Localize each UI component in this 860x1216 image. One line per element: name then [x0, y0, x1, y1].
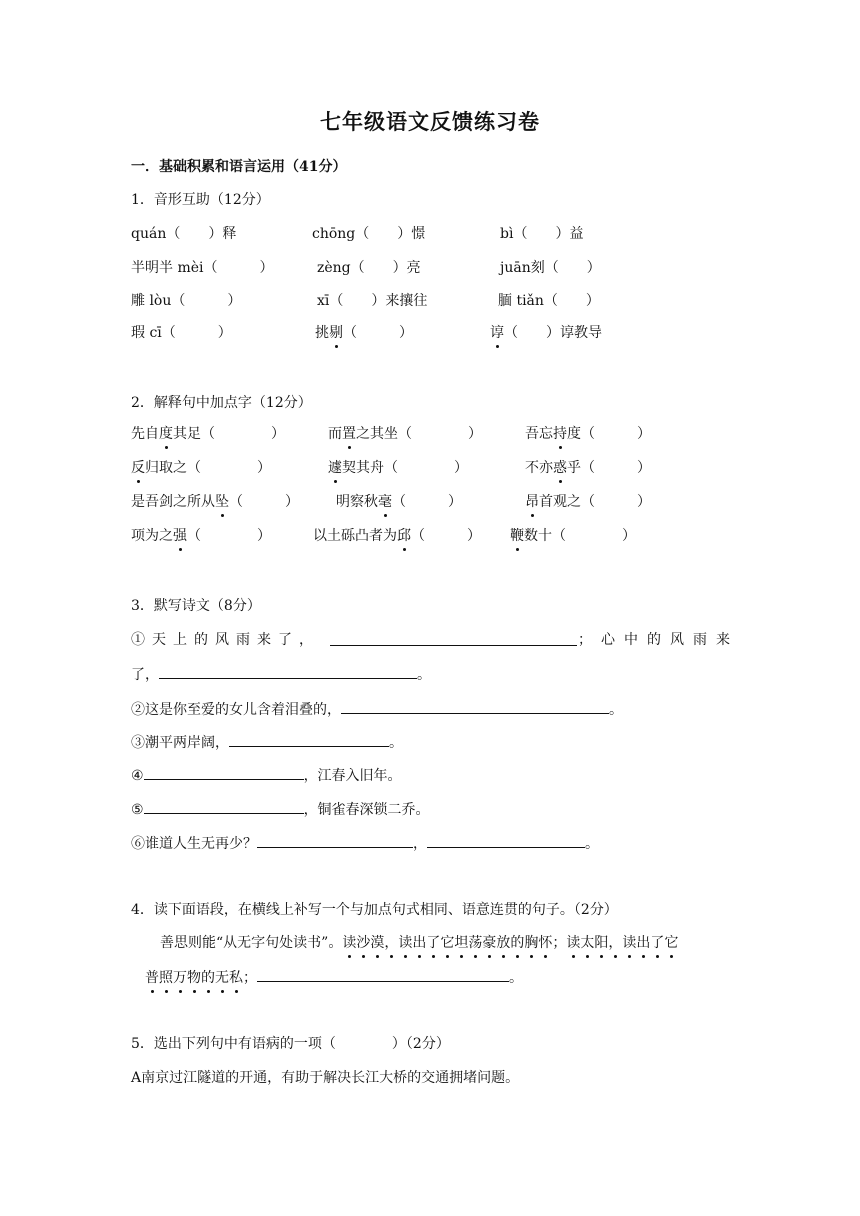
q1-item: 腼 tiǎn（ ） — [498, 293, 600, 309]
q1-item: 挑剔（ ） — [315, 325, 413, 341]
q3-line: 了， 。 — [131, 663, 431, 685]
q1-item: 雕 lòu（ ） — [131, 293, 242, 309]
q2-item: 不亦惑乎（ ） — [525, 460, 651, 476]
q2-item: 明察秋毫（ ） — [336, 494, 462, 510]
q5-heading: 5．选出下列句中有语病的一项（ ）（2分） — [131, 1036, 450, 1052]
q1-heading: 1．音形互助（12分） — [131, 192, 270, 208]
q3-line: ；心中的风雨来 — [578, 632, 739, 648]
q1-item: juān刻（ ） — [500, 260, 601, 276]
q2-item: 遽契其舟（ ） — [328, 460, 468, 476]
q4-paragraph: 普照万物的无私； 。 — [145, 966, 523, 988]
q4-dotted-text: 读沙漠，读出了它坦荡豪放的胸怀 — [342, 935, 553, 951]
q3-heading: 3．默写诗文（8分） — [131, 598, 261, 614]
q1-item: 瑕 cī（ ） — [131, 325, 232, 341]
q1-item: 半明半 mèi（ ） — [131, 260, 274, 276]
q3-line: ⑤ ，铜雀春深锁二乔。 — [131, 798, 430, 820]
q5-option-a: A南京过江隧道的开通，有助于解决长江大桥的交通拥堵问题。 — [131, 1070, 520, 1086]
q2-item: 昂首观之（ ） — [525, 494, 651, 510]
section-heading: 一．基础积累和语言运用（41分） — [131, 159, 347, 175]
q3-line: ①天上的风雨来了， — [131, 632, 320, 648]
q2-item: 是吾剑之所从坠（ ） — [131, 494, 299, 510]
q1-item: 谆（ ）谆教导 — [490, 325, 602, 341]
q3-line: ③潮平两岸阔， 。 — [131, 731, 403, 753]
q1-item: xī（ ）来攘往 — [317, 293, 428, 309]
q3-line: ④ ，江春入旧年。 — [131, 764, 402, 786]
q2-item: 而置之其坐（ ） — [328, 426, 482, 442]
q1-item: chōng（ ）憬 — [312, 226, 426, 242]
q4-dotted-text: 普照万物的无私 — [145, 970, 243, 986]
q3-line: ⑥谁道人生无再少？ ， 。 — [131, 832, 599, 854]
q1-item: zèng（ ）亮 — [317, 260, 421, 276]
q4-dotted-text: 读太阳，读出了它 — [566, 935, 679, 951]
q4-heading: 4．读下面语段，在横线上补写一个与加点句式相同、语意连贯的句子。（2分） — [131, 902, 618, 918]
q2-item: 先自度其足（ ） — [131, 426, 285, 442]
q2-item: 项为之强（ ） — [131, 528, 271, 544]
q2-item: 反归取之（ ） — [131, 460, 271, 476]
q1-item: quán（ ）释 — [131, 226, 237, 242]
q4-paragraph: 善思则能“从无字句处读书”。读沙漠，读出了它坦荡豪放的胸怀；读太阳，读出了它 — [160, 935, 679, 951]
q3-line: ②这是你至爱的女儿含着泪叠的， 。 — [131, 698, 623, 720]
q2-item: 以土砾凸者为邱（ ） — [313, 528, 481, 544]
page-title: 七年级语文反馈练习卷 — [320, 109, 540, 134]
q2-heading: 2．解释句中加点字（12分） — [131, 395, 312, 411]
q1-item: bì（ ）益 — [500, 226, 584, 242]
q2-item: 鞭数十（ ） — [510, 528, 636, 544]
q3-blank — [330, 630, 577, 652]
q2-item: 吾忘持度（ ） — [525, 426, 651, 442]
